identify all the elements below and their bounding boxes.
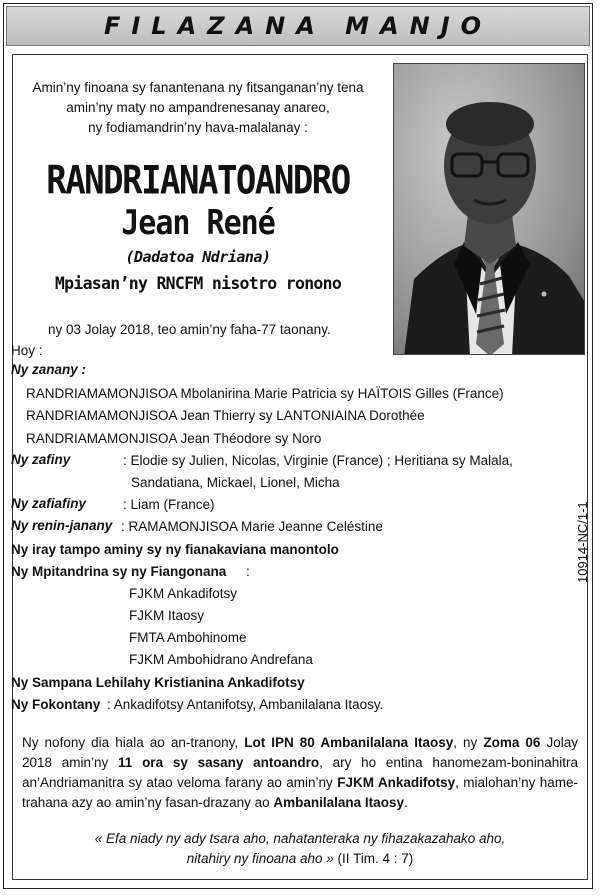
deceased-surname: RANDRIANATOANDRO (46, 158, 350, 204)
child-entry: RANDRIAMAMONJISOA Jean Thierry sy LANTONIAINA Dorothée (26, 408, 425, 423)
intro-line: ny fodiamandrin’ny hava-malalanay : (88, 120, 308, 135)
church-entry: FJKM Ambohidrano Andrefana (129, 652, 313, 667)
funeral-text: , mialohan’ny hame-trahana azy ao amin’ny fasan-drazany ao (22, 775, 578, 810)
child-entry: RANDRIAMAMONJISOA Jean Théodore sy Noro (26, 431, 322, 446)
funeral-day: Zoma 06 (483, 735, 541, 750)
intro-line: amin’ny maty no ampandrenesanay anareo, (66, 100, 330, 115)
great-grandchildren-value: : Liam (France) (123, 497, 215, 512)
church-entry: FMTA Ambohinome (129, 630, 247, 645)
grandchildren-label: Ny zafiny (11, 452, 71, 467)
mens-branch-line: Ny Sampana Lehilahy Kristianina Ankadifotsy (11, 675, 305, 690)
siblings-family-line: Ny iray tampo aminy sy ny fianakaviana manontolo (11, 542, 339, 557)
deceased-given-name: Jean René (121, 204, 275, 244)
fokontany-label: Ny Fokontany (11, 697, 101, 712)
church-entry: FJKM Itaosy (129, 608, 205, 623)
reference-code: 10914-NC/1-1 (575, 501, 590, 583)
quote-line: nitahiry ny finoana aho » (186, 851, 334, 866)
death-date-line: ny 03 Jolay 2018, teo amin’ny faha-77 taonany. (48, 322, 331, 337)
pastors-colon: : (246, 564, 250, 579)
header-banner (6, 6, 590, 46)
funeral-text: Ny nofony dia hiala ao an-tranony, (22, 735, 245, 750)
intro-line: Amin’ny finoana sy fanantenana ny fitsanganan’ny tena (32, 80, 364, 95)
funeral-paragraph (22, 733, 578, 813)
portrait-icon (394, 64, 585, 355)
quote-reference: (II Tim. 4 : 7) (333, 851, 414, 866)
funeral-church: FJKM Ankadifotsy (337, 775, 456, 790)
deceased-role: Mpiasan’ny RNCFM nisotro ronono (54, 274, 342, 293)
fokontany-value: : Ankadifotsy Antanifotsy, Ambanilalana Itaosy. (107, 697, 384, 712)
child-entry: RANDRIAMAMONJISOA Mbolanirina Marie Patricia sy HAÏTOIS Gilles (France) (26, 386, 504, 401)
grandchildren-line: Sandatiana, Mickael, Lionel, Micha (131, 475, 340, 490)
funeral-location: Lot IPN 80 Ambanilalana Itaosy (244, 735, 454, 750)
funeral-text: , ary ho entina hanomezam-boninahitra an’Andriamanitra sy atao veloma farany ao amin’ny (22, 755, 578, 790)
great-grandchildren-label: Ny zafiafiny (11, 496, 87, 511)
children-label: Ny zanany : (11, 362, 87, 377)
church-entry: FJKM Ankadifotsy (129, 586, 238, 601)
mother-of-children-label: Ny renin-janany (11, 518, 113, 533)
bible-quote (30, 829, 570, 869)
deceased-alias: (Dadatoa Ndriana) (125, 248, 271, 266)
quote-line: « Efa niady ny ady tsara aho, nahatanteraka ny fihazakazahako aho, (94, 831, 506, 846)
intro-text (20, 78, 376, 138)
funeral-text: . (403, 795, 408, 810)
mother-of-children-value: : RAMAMONJISOA Marie Jeanne Celéstine (121, 519, 383, 534)
pastors-label: Ny Mpitandrina sy ny Fiangonana (11, 564, 227, 579)
funeral-text: , ny (453, 735, 484, 750)
funeral-tomb: Ambanilalana Itaosy (273, 795, 404, 810)
grandchildren-line: : Elodie sy Julien, Nicolas, Virginie (France) ; Heritiana sy Malala, (123, 453, 513, 468)
portrait-photo (393, 63, 585, 355)
hoy-label: Hoy : (11, 343, 43, 358)
funeral-text: Jolay 2018 amin’ny (22, 735, 578, 770)
funeral-time: 11 ora sy sasany antoandro (118, 755, 320, 770)
header-title: FILAZANA MANJO (103, 12, 493, 40)
